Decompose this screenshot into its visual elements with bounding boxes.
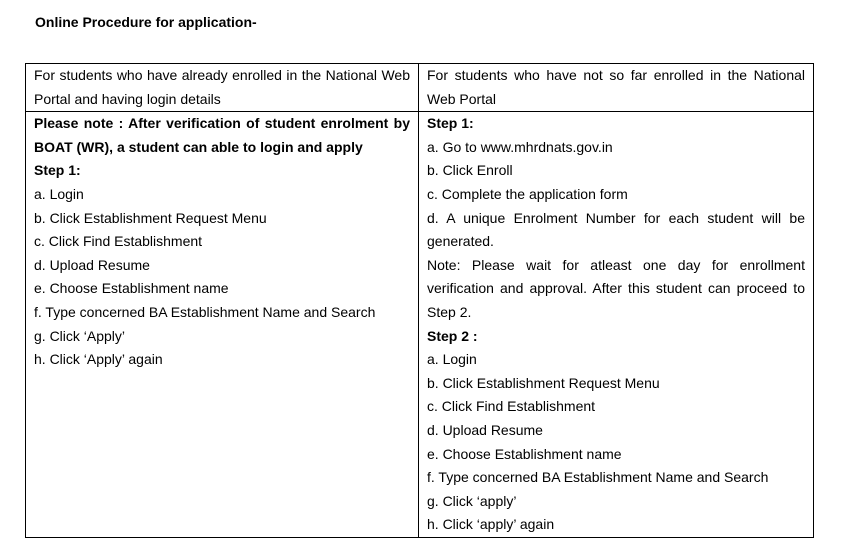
left-step-item: c. Click Find Establishment [34,233,203,250]
procedure-table [25,63,814,538]
right-step2-item: f. Type concerned BA Establishment Name and Search [427,469,769,486]
body-cell-not-enrolled [419,112,814,538]
table-header-row [26,64,814,112]
right-step2-item: b. Click Establishment Request Menu [427,374,660,391]
right-step2-item: g. Click ‘apply’ [427,492,517,509]
waiting-note: Note: Please wait for atleast one day for enrollment verification and approval. After this student can proceed to Step 2. [427,256,805,320]
left-step-item: a. Login [34,185,84,202]
verification-note: Please note : After verification of student enrolment by BOAT (WR), a student can able to login and apply [34,115,410,155]
left-step-item: h. Click ‘Apply’ again [34,351,163,368]
right-step1-title: Step 1: [427,115,474,132]
header-cell-enrolled: For students who have already enrolled in the National Web Portal and having login details [26,64,419,112]
page-heading: Online Procedure for application- [35,14,257,30]
right-step1-item: b. Click Enroll [427,162,513,179]
right-step1-item: a. Go to www.mhrdnats.gov.in [427,138,613,155]
right-step2-item: d. Upload Resume [427,421,543,438]
right-step1-item: c. Complete the application form [427,185,628,202]
header-cell-not-enrolled: For students who have not so far enrolled in the National Web Portal [419,64,814,112]
right-step2-item: e. Choose Establishment name [427,445,622,462]
left-step-item: d. Upload Resume [34,256,150,273]
left-step1-title: Step 1: [34,162,81,179]
left-step-item: g. Click ‘Apply’ [34,327,126,344]
right-step2-item: h. Click ‘apply’ again [427,516,555,533]
right-step2-title: Step 2 : [427,327,478,344]
table-body-row [26,112,814,538]
left-step-item: e. Choose Establishment name [34,280,229,297]
left-step-item: b. Click Establishment Request Menu [34,209,267,226]
body-cell-enrolled [26,112,419,538]
left-step-item: f. Type concerned BA Establishment Name and Search [34,303,376,320]
right-step2-item: c. Click Find Establishment [427,398,596,415]
right-step2-item: a. Login [427,351,477,368]
right-step1-item-enrolment-number: d. A unique Enrolment Number for each student will be generated. [427,209,805,250]
